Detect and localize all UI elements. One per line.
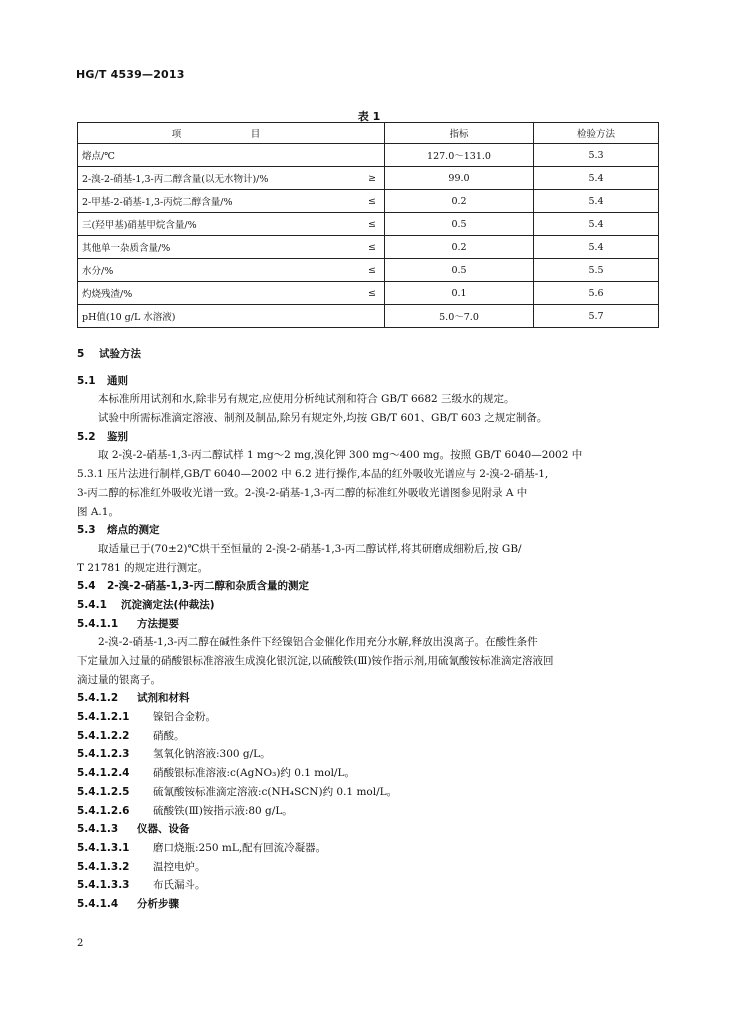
standard-code: HG/T 4539—2013: [76, 68, 185, 81]
row-index: 0.2: [385, 236, 534, 259]
table-header-row: [78, 123, 659, 144]
list-item: 5.4.1.3.1 磨口烧瓶:250 mL,配有回流冷凝器。: [77, 841, 327, 854]
row-method: 5.4: [534, 236, 659, 259]
list-item: 5.4.1.2.4 硝酸银标准溶液:c(AgNO₃)约 0.1 mol/L。: [77, 767, 355, 780]
list-item: 5.4.1.2.5 硫氰酸铵标准滴定溶液:c(NH₄SCN)约 0.1 mol/L。: [77, 785, 398, 798]
section-heading-5-1: 5.1 通则: [77, 374, 128, 387]
table-row: [78, 236, 659, 259]
table-row: [78, 282, 659, 305]
list-item: 5.4.1.3.2 温控电炉。: [77, 860, 206, 873]
paragraph: 本标准所用试剂和水,除非另有规定,应使用分析纯试剂和符合 GB/T 6682 三级水的规定。: [98, 393, 515, 406]
section-heading-5-4: 5.4 2-溴-2-硝基-1,3-丙二醇和杂质含量的测定: [77, 580, 310, 593]
row-method: 5.5: [534, 259, 659, 282]
table-title: 表 1: [357, 110, 381, 123]
row-symbol: ≤: [346, 282, 385, 305]
row-item: 熔点/℃: [78, 144, 347, 167]
table-row: [78, 167, 659, 190]
paragraph-line: 2-溴-2-硝基-1,3-丙二醇在碱性条件下经镍铝合金催化作用充分水解,释放出溴离子。在酸性条件: [98, 636, 538, 649]
table-row: [78, 259, 659, 282]
table-row: [78, 190, 659, 213]
paragraph-line: 图 A.1。: [77, 505, 119, 518]
row-index: 0.5: [385, 259, 534, 282]
row-symbol: [346, 144, 385, 167]
row-method: 5.4: [534, 190, 659, 213]
paragraph-line: 取适量已于(70±2)℃烘干至恒量的 2-溴-2-硝基-1,3-丙二醇试样,将其研磨成细粉后,按 GB/: [98, 542, 522, 555]
row-index: 0.5: [385, 213, 534, 236]
row-item: 2-甲基-2-硝基-1,3-丙烷二醇含量/%: [78, 190, 347, 213]
page-number: 2: [77, 938, 84, 949]
row-symbol: [346, 305, 385, 328]
section-heading-5-4-1-2: 5.4.1.2 试剂和材料: [77, 692, 190, 705]
row-symbol: ≤: [346, 190, 385, 213]
section-heading-5-4-1-1: 5.4.1.1 方法提要: [77, 617, 179, 630]
table-row: [78, 305, 659, 328]
list-item: 5.4.1.2.1 镍铝合金粉。: [77, 711, 216, 724]
row-symbol: ≤: [346, 236, 385, 259]
table-row: [78, 144, 659, 167]
paragraph-line: 下定量加入过量的硝酸银标准溶液生成溴化银沉淀,以硫酸铁(Ⅲ)铵作指示剂,用硫氰酸铵标准滴定溶液回: [77, 655, 554, 667]
spec-table: [77, 122, 659, 328]
list-item: 5.4.1.2.6 硫酸铁(Ⅲ)铵指示液:80 g/L。: [77, 804, 293, 817]
row-method: 5.4: [534, 213, 659, 236]
paragraph-line: 滴过量的银离子。: [77, 673, 161, 686]
section-heading-5-2: 5.2 鉴别: [77, 430, 128, 443]
column-header-method: 检验方法: [534, 123, 659, 144]
row-item: pH值(10 g/L 水溶液): [78, 305, 347, 328]
document-body: [77, 345, 661, 914]
row-item: 其他单一杂质含量/%: [78, 236, 347, 259]
row-item: 灼烧残渣/%: [78, 282, 347, 305]
row-method: 5.6: [534, 282, 659, 305]
section-heading-5-4-1-4: 5.4.1.4 分析步骤: [77, 897, 179, 910]
list-item: 5.4.1.3.3 布氏漏斗。: [77, 879, 206, 892]
paragraph-line: T 21781 的规定进行测定。: [77, 561, 209, 574]
paragraph: 试验中所需标准滴定溶液、制剂及制品,除另有规定外,均按 GB/T 601、GB/T 603 之规定制备。: [98, 412, 548, 425]
column-header-index: 指标: [385, 123, 534, 144]
list-item: 5.4.1.2.2 硝酸。: [77, 729, 185, 742]
row-item: 水分/%: [78, 259, 347, 282]
row-method: 5.7: [534, 305, 659, 328]
section-heading-5: 5 试验方法: [77, 348, 141, 360]
paragraph-line: 取 2-溴-2-硝基-1,3-丙二醇试样 1 mg～2 mg,溴化钾 300 mg～400 mg。按照 GB/T 6040—2002 中: [98, 449, 583, 462]
list-item: 5.4.1.2.3 氢氧化钠溶液:300 g/L。: [77, 748, 271, 761]
row-index: 0.2: [385, 190, 534, 213]
row-index: 0.1: [385, 282, 534, 305]
row-index: 99.0: [385, 167, 534, 190]
row-symbol: ≥: [346, 167, 385, 190]
column-header-item: 项 目: [78, 123, 385, 144]
table-row: [78, 213, 659, 236]
row-item: 三(羟甲基)硝基甲烷含量/%: [78, 213, 347, 236]
paragraph-line: 5.3.1 压片法进行制样,GB/T 6040—2002 中 6.2 进行操作,本品的红外吸收光谱应与 2-溴-2-硝基-1,: [77, 468, 549, 481]
row-item: 2-溴-2-硝基-1,3-丙二醇含量(以无水物计)/%: [78, 167, 347, 190]
paragraph-line: 3-丙二醇的标准红外吸收光谱一致。2-溴-2-硝基-1,3-丙二醇的标准红外吸收光谱图参见附录 A 中: [77, 486, 528, 499]
row-symbol: ≤: [346, 213, 385, 236]
row-method: 5.4: [534, 167, 659, 190]
section-heading-5-3: 5.3 熔点的测定: [77, 524, 160, 537]
section-heading-5-4-1: 5.4.1 沉淀滴定法(仲裁法): [77, 598, 215, 611]
row-index: 5.0～7.0: [385, 305, 534, 328]
row-method: 5.3: [534, 144, 659, 167]
row-symbol: ≤: [346, 259, 385, 282]
section-heading-5-4-1-3: 5.4.1.3 仪器、设备: [77, 823, 190, 836]
row-index: 127.0～131.0: [385, 144, 534, 167]
